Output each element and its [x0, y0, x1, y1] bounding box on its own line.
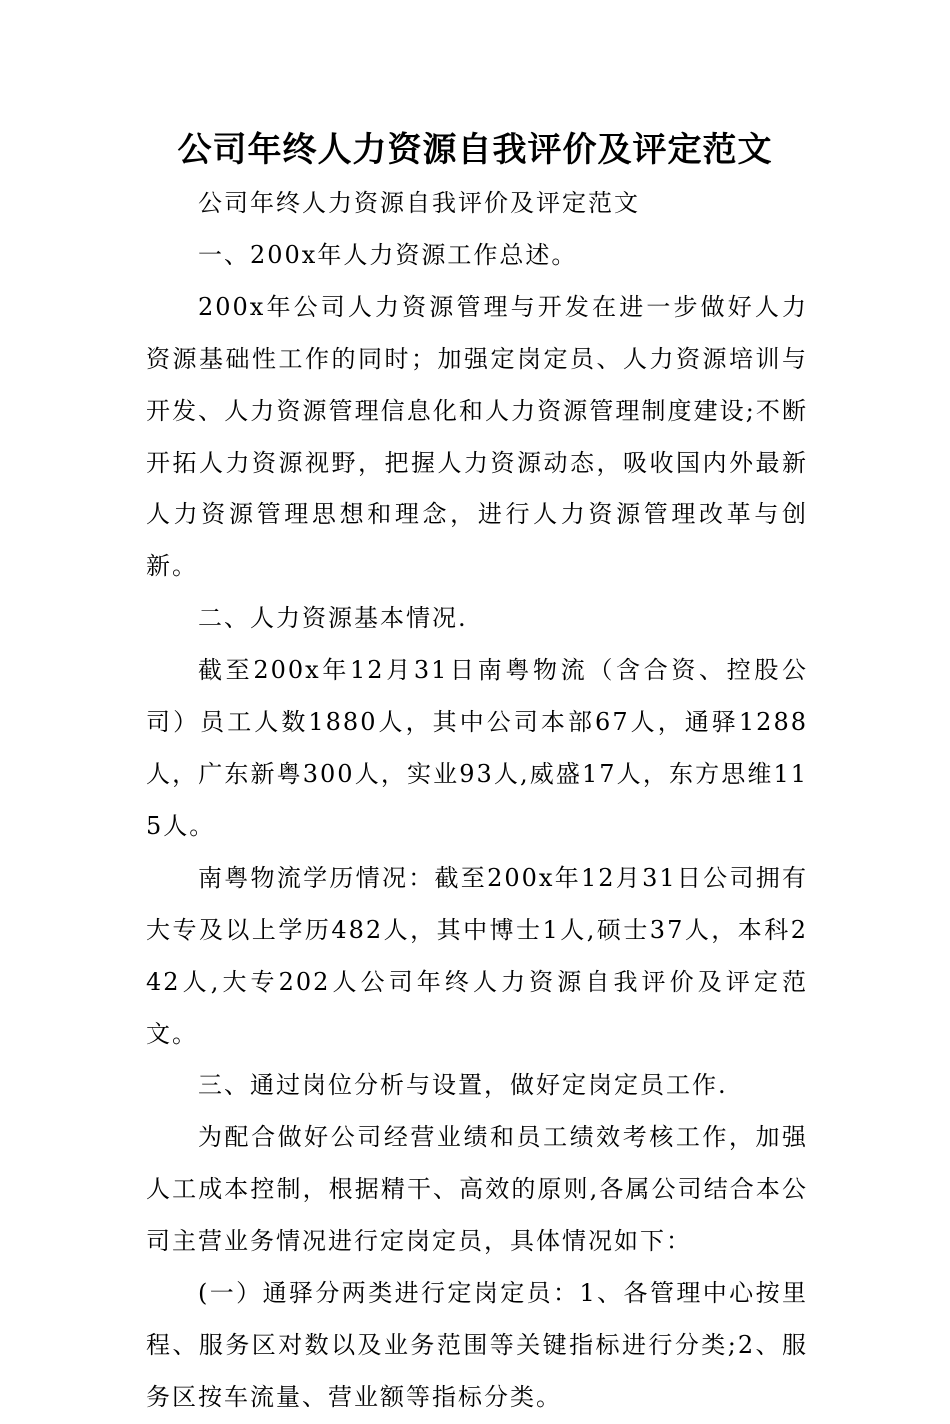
paragraph-headcount: 截至200x年12月31日南粤物流（含合资、控股公司）员工人数1880人，其中公司本部67人，通驿1288人，广东新粤300人，实业93人,威盛17人，东方思维115人。: [146, 656, 808, 840]
paragraph-subsection-1: (一）通驿分两类进行定岗定员：1、各管理中心按里程、服务区对数以及业务范围等关键指标进行分类;2、服务区按车流量、营业额等指标分类。: [146, 1279, 808, 1411]
paragraph-subtitle: 公司年终人力资源自我评价及评定范文: [198, 189, 640, 217]
document-body: [146, 178, 808, 1424]
paragraph-section-1-heading: 一、200x年人力资源工作总述。: [198, 240, 578, 269]
paragraph-section-3-heading: 三、通过岗位分析与设置，做好定岗定员工作.: [198, 1071, 728, 1100]
paragraph-section-2-heading: 二、人力资源基本情况.: [198, 604, 468, 633]
paragraph-section-1-body: 200x年公司人力资源管理与开发在进一步做好人力资源基础性工作的同时；加强定岗定员、人力资源培训与开发、人力资源管理信息化和人力资源管理制度建设;不断开拓人力资源视野，把握人力资源动态，吸收国内外最新人力资源管理思想和理念，进行人力资源管理改革与创新。: [146, 292, 808, 581]
paragraph-section-3-body: 为配合做好公司经营业绩和员工绩效考核工作，加强人工成本控制，根据精干、高效的原则,各属公司结合本公司主营业务情况进行定岗定员，具体情况如下：: [146, 1123, 808, 1256]
paragraph-education: 南粤物流学历情况：截至200x年12月31日公司拥有大专及以上学历482人，其中博士1人,硕士37人，本科242人,大专202人公司年终人力资源自我评价及评定范文。: [146, 863, 808, 1048]
document-title: 公司年终人力资源自我评价及评定范文: [177, 130, 773, 170]
